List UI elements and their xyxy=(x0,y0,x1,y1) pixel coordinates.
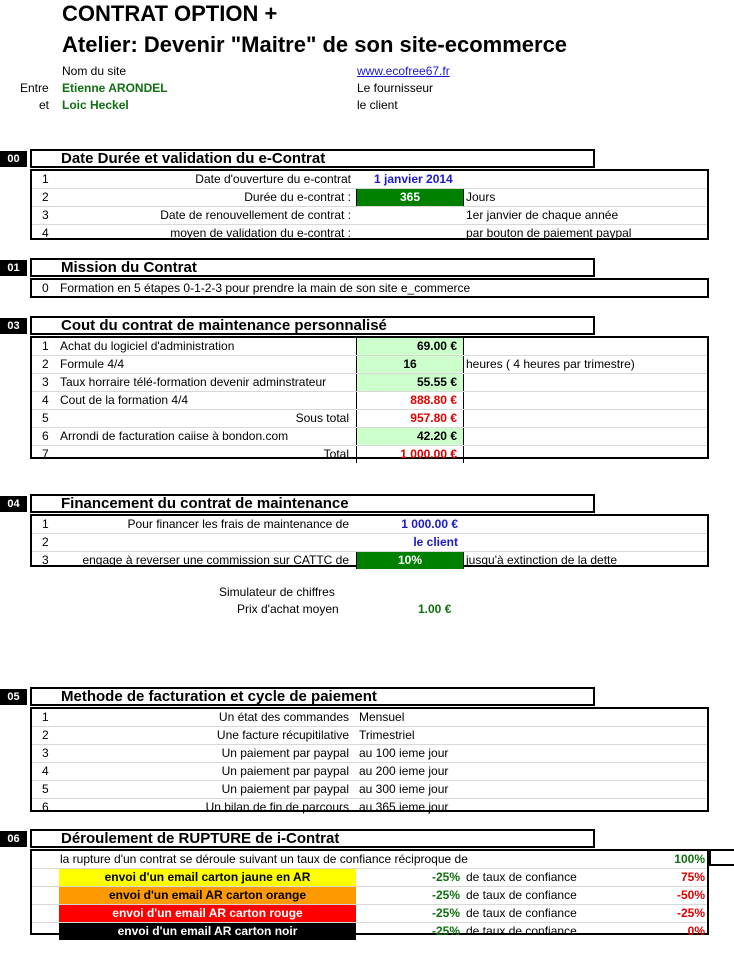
row-label: Un bilan de fin de parcours xyxy=(205,800,349,814)
row-number: 3 xyxy=(42,553,49,567)
table-row xyxy=(32,280,707,297)
party1-name: Etienne ARONDEL xyxy=(62,81,168,95)
row-number: 1 xyxy=(42,517,49,531)
red-card-label: envoi d'un email AR carton rouge xyxy=(59,905,356,922)
row-number: 7 xyxy=(42,447,49,461)
table-row xyxy=(32,516,707,533)
table-row xyxy=(32,445,707,463)
section-table xyxy=(30,336,709,459)
orange-card-label: envoi d'un email AR carton orange xyxy=(59,887,356,904)
row-number: 2 xyxy=(42,357,49,371)
yellow-card-label: envoi d'un email carton jaune en AR xyxy=(59,869,356,886)
row-value: 888.80 € xyxy=(356,392,464,409)
row-result: -50% xyxy=(676,888,705,902)
table-row xyxy=(32,224,707,242)
row-label: Formule 4/4 xyxy=(60,357,125,371)
section-title: Methode de facturation et cycle de paiement xyxy=(61,688,377,705)
table-row xyxy=(32,886,707,904)
section-table xyxy=(30,707,709,812)
row-label: Un paiement par paypal xyxy=(221,764,349,778)
row-number: 6 xyxy=(42,800,49,814)
party1-role: Le fournisseur xyxy=(357,81,434,95)
row-desc: de taux de confiance xyxy=(466,870,577,884)
section-number: 05 xyxy=(0,689,27,705)
row-value: 42.20 € xyxy=(356,428,464,445)
row-label: Date d'ouverture du e-contrat xyxy=(195,172,351,186)
row-pct: -25% xyxy=(432,870,461,884)
row-label: Date de renouvellement de contrat : xyxy=(160,208,351,222)
row-label: Une facture récupitilative xyxy=(216,728,349,742)
table-row xyxy=(32,798,707,816)
row-extra: Jours xyxy=(466,190,496,204)
row-pct: -25% xyxy=(432,888,461,902)
row-number: 2 xyxy=(42,728,49,742)
row-label: Un état des commandes xyxy=(218,710,349,724)
row-label: Taux horraire télé-formation devenir adminstrateur xyxy=(60,375,327,389)
row-value: Mensuel xyxy=(359,710,405,724)
row-number: 3 xyxy=(42,746,49,760)
row-number: 5 xyxy=(42,411,49,425)
section-table xyxy=(30,169,709,240)
row-number: 5 xyxy=(42,782,49,796)
row-value: 1 000.00 € xyxy=(401,517,458,531)
row-value: 55.55 € xyxy=(356,374,464,391)
row-value: 10% xyxy=(356,552,464,569)
party2-role: le client xyxy=(357,98,398,112)
row-number: 1 xyxy=(42,339,49,353)
row-value: au 300 ieme jour xyxy=(359,782,449,796)
table-row xyxy=(32,551,707,569)
table-row xyxy=(32,780,707,798)
row-number: 3 xyxy=(42,208,49,222)
row-value: 1 janvier 2014 xyxy=(374,172,453,186)
row-number: 2 xyxy=(42,190,49,204)
table-row xyxy=(32,533,707,551)
section-number: 06 xyxy=(0,831,27,847)
section-number: 04 xyxy=(0,496,27,512)
contract-subtitle: Atelier: Devenir "Maitre" de son site-ecommerce xyxy=(62,32,568,57)
section-number: 00 xyxy=(0,151,27,167)
row-value: 1 000.00 € xyxy=(356,446,464,463)
row-number: 6 xyxy=(42,429,49,443)
row-extra: 1er janvier de chaque année xyxy=(466,208,619,222)
row-pct: -25% xyxy=(432,906,461,920)
party2-name: Loic Heckel xyxy=(62,98,129,112)
row-label: Un paiement par paypal xyxy=(221,746,349,760)
row-value: 69.00 € xyxy=(356,338,464,355)
row-value: au 365 ieme jour xyxy=(359,800,449,814)
and-label: et xyxy=(39,98,50,112)
section-title: Déroulement de RUPTURE de i-Contrat xyxy=(61,830,340,847)
row-label: moyen de validation du e-contrat : xyxy=(170,226,351,240)
row-extra: par bouton de paiement paypal xyxy=(466,226,632,240)
site-label: Nom du site xyxy=(62,64,127,78)
section-table xyxy=(30,514,709,567)
contract-title: CONTRAT OPTION + xyxy=(62,1,278,26)
table-row xyxy=(32,868,707,886)
row-label: Formation en 5 étapes 0-1-2-3 pour prendre la main de son site e_commerce xyxy=(60,281,471,295)
row-result: 0% xyxy=(687,924,705,938)
row-number: 4 xyxy=(42,764,49,778)
row-desc: de taux de confiance xyxy=(466,888,577,902)
section-table xyxy=(30,278,709,298)
row-number: 4 xyxy=(42,393,49,407)
row-result: 75% xyxy=(680,870,705,884)
row-value: 365 xyxy=(356,189,464,206)
row-value: au 200 ieme jour xyxy=(359,764,449,778)
rupture-intro: la rupture d'un contrat se déroule suivant un taux de confiance réciproque de xyxy=(60,852,468,866)
table-row xyxy=(32,851,707,868)
average-price-value: 1.00 € xyxy=(418,602,452,616)
row-number: 4 xyxy=(42,226,49,240)
table-row xyxy=(32,904,707,922)
between-label: Entre xyxy=(20,81,49,95)
row-value: 957.80 € xyxy=(356,410,464,427)
table-row xyxy=(32,726,707,744)
section-number: 01 xyxy=(0,260,27,276)
table-row xyxy=(32,762,707,780)
table-row xyxy=(32,744,707,762)
section-table xyxy=(30,849,709,938)
row-value: 16 xyxy=(356,356,464,373)
row-number: 3 xyxy=(42,375,49,389)
table-row xyxy=(32,373,707,391)
section-number: 03 xyxy=(0,318,27,334)
table-row xyxy=(32,206,707,224)
simulator-label: Simulateur de chiffres xyxy=(219,585,335,599)
table-row xyxy=(32,355,707,373)
row-extra: heures ( 4 heures par trimestre) xyxy=(466,357,635,371)
row-label: Pour financer les frais de maintenance de xyxy=(127,517,349,531)
row-label: Arrondi de facturation caiise à bondon.com xyxy=(60,429,289,443)
table-row xyxy=(32,391,707,409)
row-number: 1 xyxy=(42,172,49,186)
table-row xyxy=(32,409,707,427)
average-price-label: Prix d'achat moyen xyxy=(237,602,339,616)
row-number: 2 xyxy=(42,535,49,549)
overflow-cell xyxy=(709,849,734,866)
row-label: Achat du logiciel d'administration xyxy=(60,339,235,353)
row-number: 1 xyxy=(42,710,49,724)
section-title: Cout du contrat de maintenance personnalisé xyxy=(61,317,387,334)
section-title: Mission du Contrat xyxy=(61,259,197,276)
row-value: au 100 ieme jour xyxy=(359,746,449,760)
row-number: 0 xyxy=(42,281,49,295)
site-url-link[interactable]: www.ecofree67.fr xyxy=(357,64,450,78)
row-extra: jusqu'à extinction de la dette xyxy=(466,553,618,567)
row-value: le client xyxy=(413,535,458,549)
table-row xyxy=(32,338,707,355)
row-label: Cout de la formation 4/4 xyxy=(60,393,189,407)
row-value: Trimestriel xyxy=(359,728,415,742)
row-desc: de taux de confiance xyxy=(466,924,577,938)
table-row xyxy=(32,188,707,206)
row-result: -25% xyxy=(676,906,705,920)
section-title: Financement du contrat de maintenance xyxy=(61,495,349,512)
table-row xyxy=(32,427,707,445)
row-pct: -25% xyxy=(432,924,461,938)
row-desc: de taux de confiance xyxy=(466,906,577,920)
rupture-intro-value: 100% xyxy=(674,852,705,866)
row-label: engage à reverser une commission sur CATTC de xyxy=(82,553,349,567)
row-label: Un paiement par paypal xyxy=(221,782,349,796)
row-label: Durée du e-contrat : xyxy=(244,190,351,204)
black-card-label: envoi d'un email AR carton noir xyxy=(59,923,356,940)
row-label: Total xyxy=(323,447,349,461)
row-label: Sous total xyxy=(295,411,349,425)
section-title: Date Durée et validation du e-Contrat xyxy=(61,150,326,167)
table-row xyxy=(32,171,707,188)
table-row xyxy=(32,922,707,940)
table-row xyxy=(32,709,707,726)
